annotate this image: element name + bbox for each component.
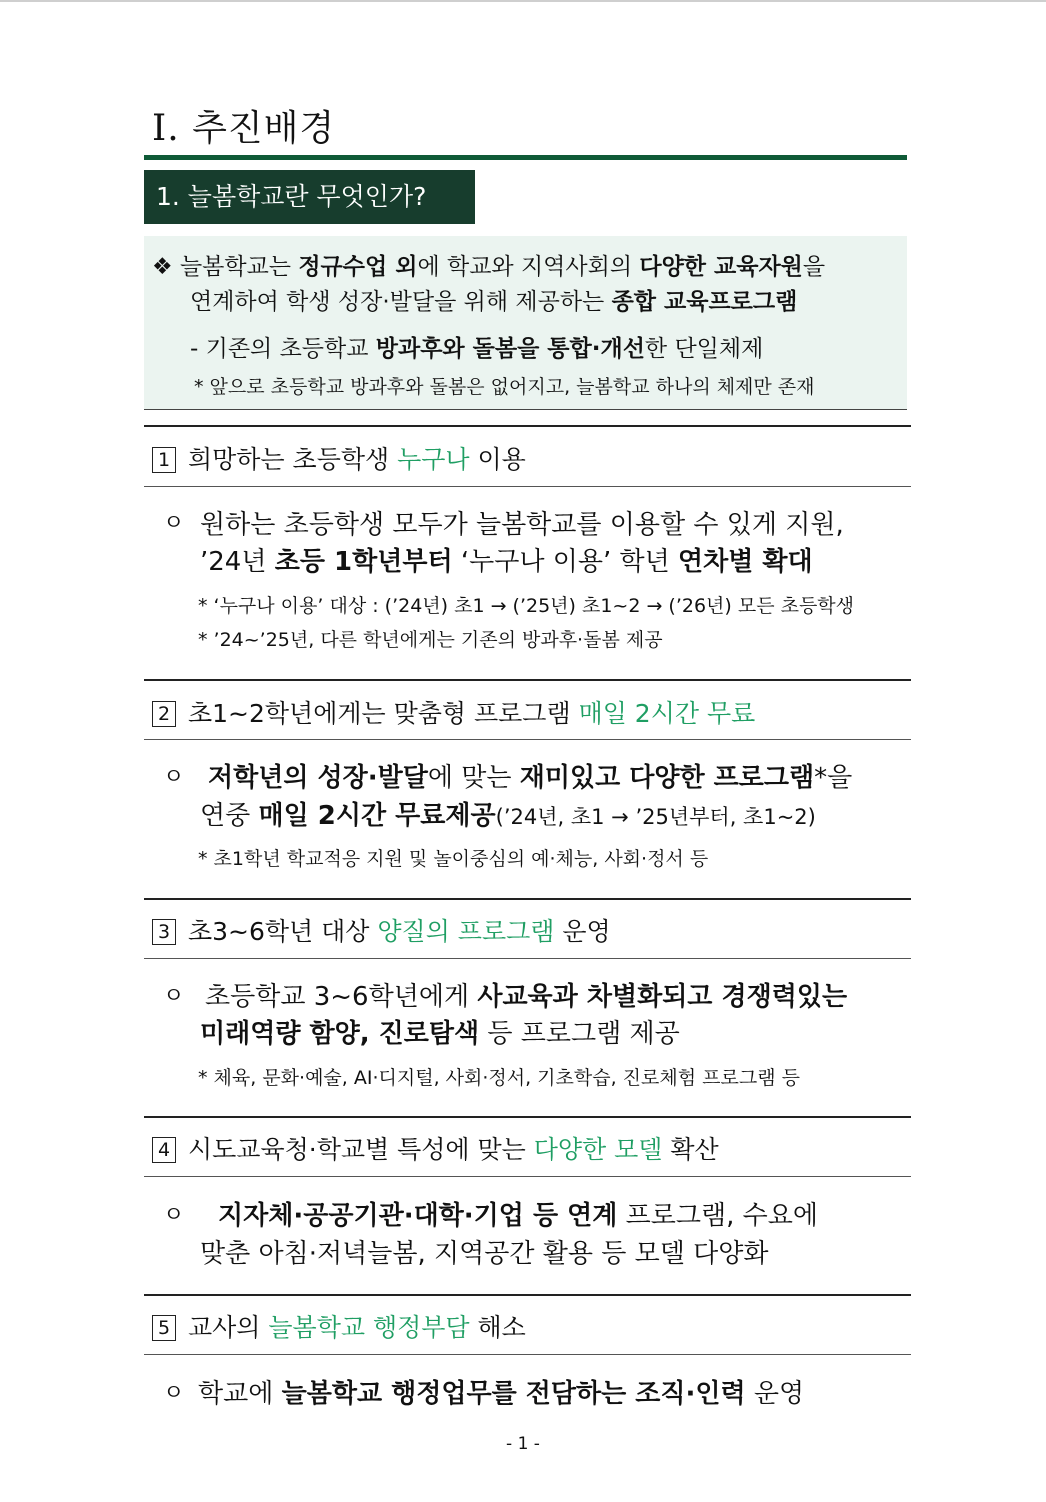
section-5-bottom-rule (144, 1354, 911, 1355)
section-4-heading: 4 시도교육청·학교별 특성에 맞는 다양한 모델 확산 (152, 1130, 719, 1166)
section-3-bullet-line-1: 초등학교 3~6학년에게 사교육과 차별화되고 경쟁력있는 (205, 982, 848, 1012)
section-1-top-rule (144, 425, 911, 427)
section-5-top-rule (144, 1294, 911, 1296)
section-number-box: 4 (152, 1137, 176, 1163)
intro-line-2: 연계하여 학생 성장·발달을 위해 제공하는 종합 교육프로그램 (190, 289, 798, 315)
section-3-top-rule (144, 898, 911, 900)
section-2-bottom-rule (144, 739, 911, 740)
intro-box (144, 236, 907, 410)
section-2-bullet-line-1: 저학년의 성장·발달에 맞는 재미있고 다양한 프로그램*을 (208, 763, 853, 793)
section-3-heading: 3 초3~6학년 대상 양질의 프로그램 운영 (152, 912, 611, 948)
section-4-bullet-line-2: 맞춘 아침·저녁늘봄, 지역공간 활용 등 모델 다양화 (200, 1239, 769, 1269)
section-4-bullet-line-1: 지자체·공공기관·대학·기업 등 연계 프로그램, 수요에 (218, 1201, 818, 1231)
subsection-heading: 1. 늘봄학교란 무엇인가? (144, 170, 475, 224)
page-title: Ⅰ. 추진배경 (152, 108, 336, 149)
intro-line-1: ❖ 늘봄학교는 정규수업 외에 학교와 지역사회의 다양한 교육자원을 (152, 254, 826, 280)
circle-bullet-icon: ㅇ (163, 511, 185, 536)
circle-bullet-icon: ㅇ (163, 765, 185, 790)
section-3-note-1: * 체육, 문화·예술, AI·디지털, 사회·정서, 기초학습, 진로체험 프로그램 등 (198, 1067, 800, 1089)
diamond-bullet-icon: ❖ (152, 254, 173, 280)
section-2-note-1: * 초1학년 학교적응 지원 및 놀이중심의 예·체능, 사회·정서 등 (198, 848, 709, 870)
section-number-box: 5 (152, 1315, 176, 1341)
section-number-box: 1 (152, 447, 176, 473)
title-underline (144, 155, 907, 160)
section-2-heading: 2 초1~2학년에게는 맞춤형 프로그램 매일 2시간 무료 (152, 694, 755, 730)
section-2-bullet-line-2: 연중 매일 2시간 무료제공(’24년, 초1 → ’25년부터, 초1~2) (200, 801, 816, 831)
circle-bullet-icon: ㅇ (163, 1203, 185, 1228)
circle-bullet-icon: ㅇ (163, 984, 185, 1009)
intro-footnote: * 앞으로 초등학교 방과후와 돌봄은 없어지고, 늘봄학교 하나의 체제만 존재 (194, 376, 815, 398)
section-1-heading: 1 희망하는 초등학생 누구나 이용 (152, 440, 526, 476)
top-border (0, 0, 1046, 2)
section-3-bullet-line-2: 미래역량 함양, 진로탐색 등 프로그램 제공 (200, 1019, 680, 1049)
section-1-note-2: * ’24~’25년, 다른 학년에게는 기존의 방과후·돌봄 제공 (198, 629, 663, 651)
page-number: - 1 - (506, 1434, 540, 1454)
section-number-box: 3 (152, 919, 176, 945)
intro-line-3: - 기존의 초등학교 방과후와 돌봄을 통합·개선한 단일체제 (190, 336, 764, 362)
circle-bullet-icon: ㅇ (163, 1381, 185, 1406)
section-2-top-rule (144, 679, 911, 681)
section-5-bullet-line-1: 학교에 늘봄학교 행정업무를 전담하는 조직·인력 운영 (198, 1379, 805, 1409)
section-4-bottom-rule (144, 1176, 911, 1177)
section-1-note-1: * ‘누구나 이용’ 대상 : (’24년) 초1 → (’25년) 초1~2 → (’26년) 모든 초등학생 (198, 595, 855, 617)
section-number-box: 2 (152, 701, 176, 727)
section-5-heading: 5 교사의 늘봄학교 행정부담 해소 (152, 1308, 526, 1344)
section-4-top-rule (144, 1116, 911, 1118)
section-1-bottom-rule (144, 486, 911, 487)
section-3-bottom-rule (144, 958, 911, 959)
section-1-bullet-line-1: 원하는 초등학생 모두가 늘봄학교를 이용할 수 있게 지원, (200, 510, 844, 540)
section-1-bullet-line-2: ’24년 초등 1학년부터 ‘누구나 이용’ 학년 연차별 확대 (200, 547, 813, 577)
